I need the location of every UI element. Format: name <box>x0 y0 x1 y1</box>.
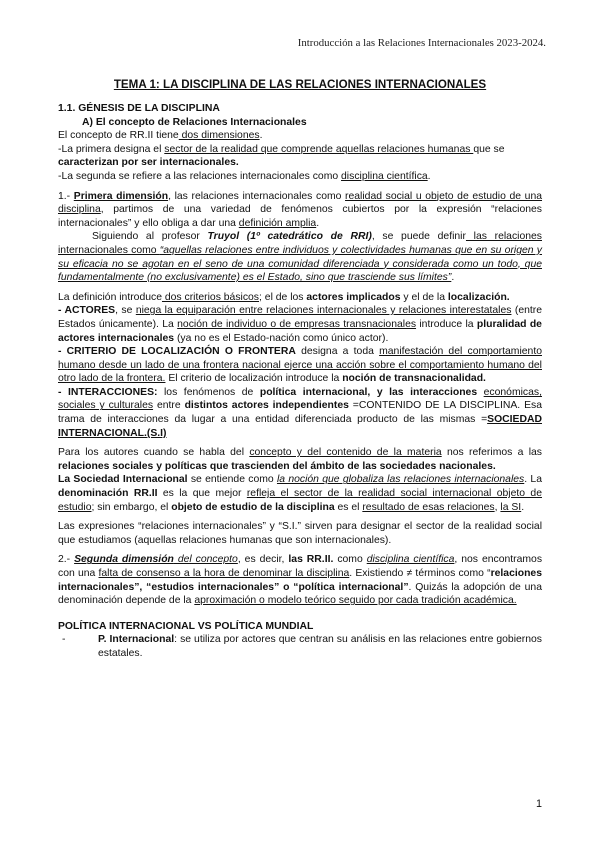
paragraph-expresiones: Las expresiones “relaciones internacionales” y “S.I.” sirven para designar el sector de la realidad social que estudiamos (aquellas relaciones humanas que son internacionales). <box>58 521 542 546</box>
paragraph-autores: Para los autores cuando se habla del concepto y del contenido de la materia nos referimos a las relaciones sociales y políticas que trascienden del ámbito de las sociedades nacionales. <box>58 447 542 472</box>
document-body <box>58 102 542 661</box>
subsection-heading: A) El concepto de Relaciones Internacionales <box>82 116 307 128</box>
paragraph-segunda-dimension: 2.- Segunda dimensión del concepto, es decir, las RR.II. como disciplina científica, nos encontramos con una falta de consenso a la hora de denominar la disciplina. Existiendo ≠ términos como “relaciones internacionales”, “estudios internacionales” o “política internacional”. Quizás la adopción de una denominación depende de la aproximación o modelo teórico seguido por cada tradición académica. <box>58 554 543 607</box>
paragraph-criterios: La definición introduce dos criterios básicos; el de los actores implicados y el de la localización. <box>58 291 510 303</box>
paragraph-first-meaning: -La primera designa el sector de la realidad que comprende aquellas relaciones humanas que se caracterizan por ser internacionales. <box>58 143 505 169</box>
running-header: Introducción a las Relaciones Internacionales 2023-2024. <box>297 37 546 49</box>
page-number: 1 <box>535 798 542 810</box>
paragraph-primera-dimension: 1.- Primera dimensión, las relaciones internacionales como realidad social u objeto de estudio de una disciplina, partimos de una variedad de fenómenos cubiertos por la expresión “relaciones internacionales” y ello obliga a dar una definición amplia. <box>58 190 543 229</box>
paragraph-sociedad-internacional: La Sociedad Internacional se entiende como la noción que globaliza las relaciones internacionales. La denominación RR.II es la que mejor refleja el sector de la realidad social internacional objeto de estudio; sin embargo, el objeto de estudio de la disciplina es el resultado de esas relaciones, la SI. <box>58 474 542 513</box>
list-item-p-internacional: - P. Internacional: se utiliza por actores que centran su análisis en las relaciones entre gobiernos estatales. <box>62 634 543 659</box>
paragraph-interacciones: - INTERACCIONES: los fenómenos de política internacional, y las interacciones económicas, sociales y culturales entre distintos actores independientes =CONTENIDO DE LA DISCIPLINA. Esa trama de interacciones da lugar a una entidad diferenciada producto de las mismas =SOCIEDAD INTERNACIONAL.(S.I) <box>58 386 542 439</box>
paragraph-intro: El concepto de RR.II tiene dos dimensiones. <box>58 130 263 142</box>
paragraph-truyol-definition: Siguiendo al profesor Truyol (1º catedrático de RRI), se puede definir las relaciones internacionales como “aquellas relaciones entre individuos y colectividades humanas que en su origen y su eficacia no se agotan en el seno de una comunidad diferenciada y considerada como un todo, que fundamentalmente (no exclusivamente) es el Estado, sino que trasciende sus límites”. <box>58 231 542 284</box>
page-title: TEMA 1: LA DISCIPLINA DE LAS RELACIONES INTERNACIONALES <box>113 78 487 91</box>
section-heading-politica: POLÍTICA INTERNACIONAL VS POLÍTICA MUNDIAL <box>58 620 314 632</box>
bullet-dash: - <box>62 634 66 646</box>
paragraph-actores: - ACTORES, se niega la equiparación entre relaciones internacionales y relaciones interestatales (entre Estados únicamente). La noción de individuo o de empresas transnacionales introduce la pluralidad de actores internacionales (ya no es el Estado-nación como único actor). <box>58 305 543 344</box>
section-heading: 1.1. GÉNESIS DE LA DISCIPLINA <box>58 103 220 114</box>
paragraph-second-meaning: -La segunda se refiere a las relaciones internacionales como disciplina científica. <box>58 170 431 182</box>
paragraph-criterio-localizacion: - CRITERIO DE LOCALIZACIÓN O FRONTERA designa a toda manifestación del comportamiento humano desde un lado de una frontera nacional ejerce una acción sobre el comportamiento humano del otro lado de la frontera. El criterio de localización introduce la noción de transnacionalidad. <box>58 346 542 385</box>
